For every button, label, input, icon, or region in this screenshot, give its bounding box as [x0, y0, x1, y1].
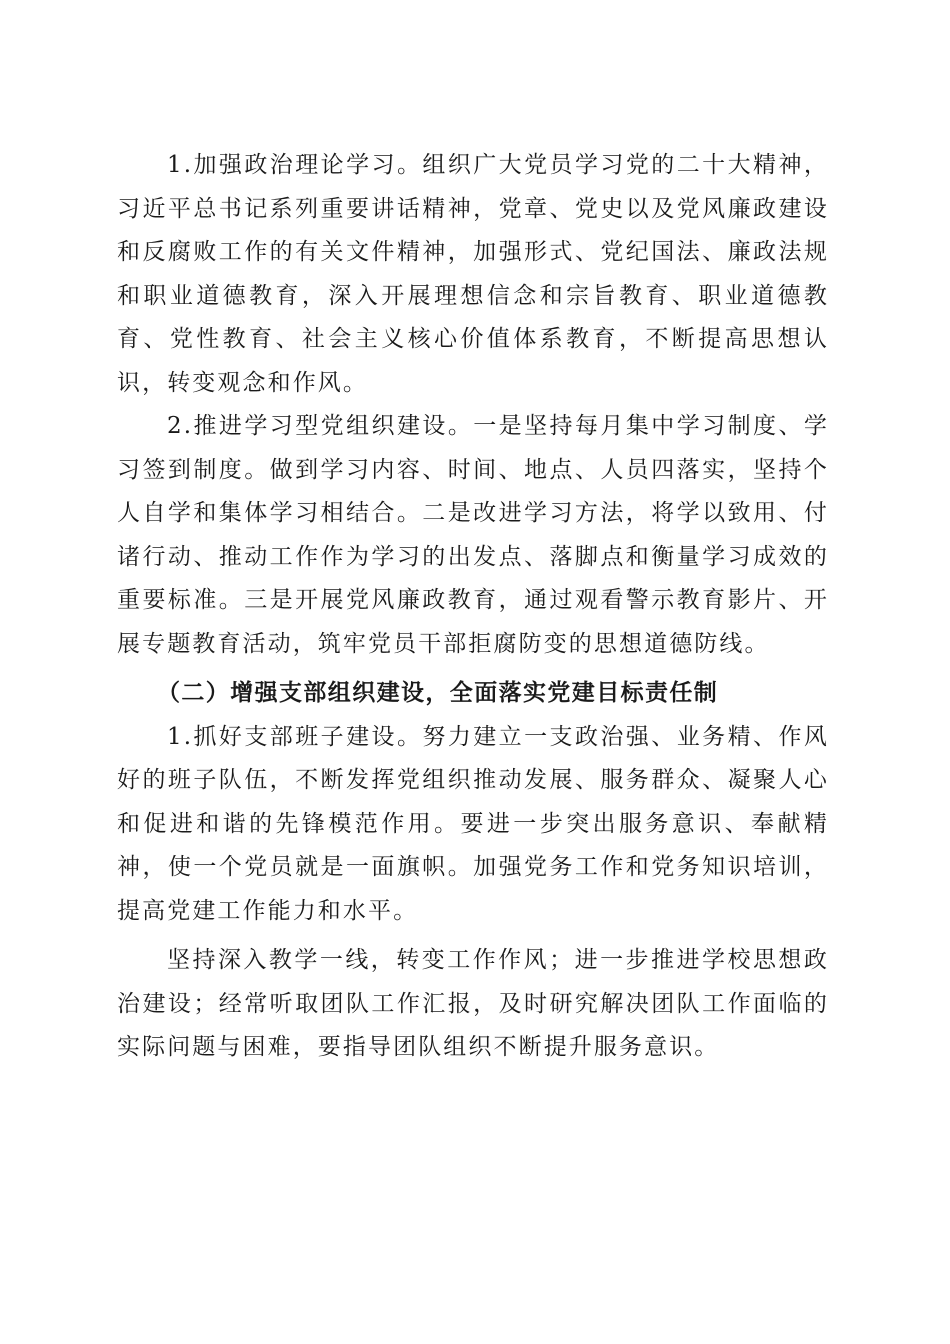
- paragraph-branch-team: 1.抓好支部班子建设。努力建立一支政治强、业务精、作风好的班子队伍，不断发挥党组织推动发展、服务群众、凝聚人心和促进和谐的先锋模范作用。要进一步突出服务意识、奉献精神，使一个党员就是一面旗帜。加强党务工作和党务知识培训，提高党建工作能力和水平。: [117, 723, 829, 924]
- document-body: [117, 144, 829, 1070]
- paragraph-learning-organization: 2.推进学习型党组织建设。一是坚持每月集中学习制度、学习签到制度。做到学习内容、时间、地点、人员四落实，坚持个人自学和集体学习相结合。二是改进学习方法，将学以致用、付诸行动、推动工作作为学习的出发点、落脚点和衡量学习成效的重要标准。三是开展党风廉政教育，通过观看警示教育影片、开展专题教育活动，筑牢党员干部拒腐防变的思想道德防线。: [117, 413, 829, 657]
- paragraph-political-theory: 1.加强政治理论学习。组织广大党员学习党的二十大精神，习近平总书记系列重要讲话精神，党章、党史以及党风廉政建设和反腐败工作的有关文件精神，加强形式、党纪国法、廉政法规和职业道德教育，深入开展理想信念和宗旨教育、职业道德教育、党性教育、社会主义核心价值体系教育，不断提高思想认识，转变观念和作风。: [117, 152, 829, 396]
- section-heading: （二）增强支部组织建设，全面落实党建目标责任制: [157, 680, 719, 706]
- paragraph-teaching-frontline: 坚持深入教学一线，转变工作作风；进一步推进学校思想政治建设；经常听取团队工作汇报，及时研究解决团队工作面临的实际问题与困难，要指导团队组织不断提升服务意识。: [117, 947, 829, 1060]
